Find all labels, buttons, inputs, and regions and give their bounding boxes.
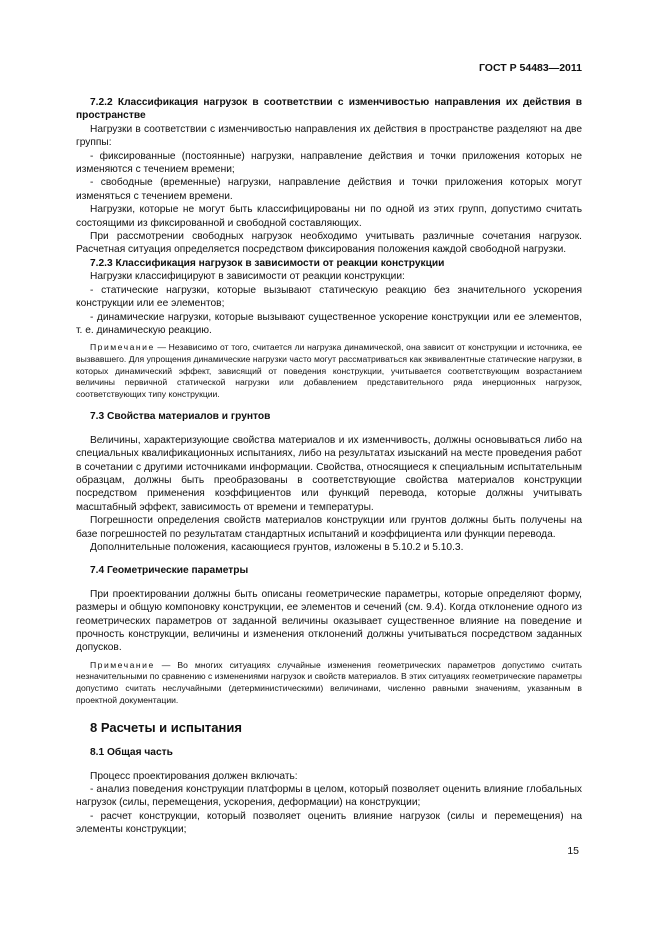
section-7-2-3-title: 7.2.3 Классификация нагрузок в зависимости от реакции конструкции — [90, 257, 445, 269]
list-item: - динамические нагрузки, которые вызывают существенное ускорение конструкции или ее элементов, т. е. динамическую реакцию. — [76, 311, 582, 336]
list-item: - статические нагрузки, которые вызывают статическую реакцию без значительного ускорения конструкции или ее элементов; — [76, 284, 582, 310]
paragraph: Погрешности определения свойств материалов конструкции или грунтов должны быть получены на базе погрешностей по результатам стандартных испытаний и коэффициента или функции перевода. — [76, 515, 582, 540]
list-item: - анализ поведения конструкции платформы в целом, который позволяет оценить влияние глобальных нагрузок (силы, перемещения, ускорения, деформации) на конструкции; — [76, 783, 582, 809]
note-label: Примечание — [90, 659, 155, 670]
list-item: - расчет конструкции, который позволяет оценить влияние нагрузок (силы и перемещения) на элементы конструкции; — [76, 810, 582, 836]
paragraph: Нагрузки, которые не могут быть классифицированы ни по одной из этих групп, допустимо считать состоящими из фиксированной и свободной составляющих. — [76, 204, 582, 229]
paragraph: Нагрузки в соответствии с изменчивостью направления их действия в пространстве разделяют на две группы: — [76, 123, 582, 149]
note-label: Примечание — [90, 342, 155, 353]
page-body — [76, 96, 582, 837]
paragraph: При рассмотрении свободных нагрузок необходимо учитывать различные сочетания нагрузок. Расчетная ситуация определяется посредством фиксирования положения каждой свободной нагрузки. — [76, 231, 582, 256]
paragraph: При проектировании должны быть описаны геометрические параметры, которые определяют форму, размеры и общую компоновку конструкции, ее элементов и сечений (см. 9.4). Когда отклонение одного из геометрических параметров от заданной величины оказывает существенное влияние на поведение и прочность конструкции, величины и изменения отклонений должны учитываться посредством заданных допусков. — [76, 588, 582, 654]
section-7-2-2-title: 7.2.2 Классификация нагрузок в соответствии с изменчивостью направления их действия в пространстве — [76, 97, 582, 122]
section-7-3-title: 7.3 Свойства материалов и грунтов — [90, 411, 271, 423]
paragraph: Величины, характеризующие свойства материалов и их изменчивость, должны основываться либо на специальных квалификационных испытаниях, либо на результатах изысканий на месте проведения работ в сочетании с другими источниками информации. Свойства, относящиеся к специальным испытательным образцам, должны быть преобразованы в соответствующие свойства материалов конструкции посредством применения коэффициентов или функций перевода, которые должны учитывать масштабный эффект, зависимость от времени и температуры. — [76, 434, 582, 513]
paragraph: Нагрузки классифицируют в зависимости от реакции конструкции: — [90, 271, 405, 283]
note — [76, 342, 582, 400]
note — [76, 660, 582, 706]
list-item: - фиксированные (постоянные) нагрузки, направление действия и точки приложения которых не изменяются с течением времени; — [76, 150, 582, 176]
paragraph: Процесс проектирования должен включать: — [90, 770, 298, 782]
note-text: — Независимо от того, считается ли нагрузка динамической, она зависит от конструкции и источника, ее вызвавшего. Для упрощения динамические нагрузки часто могут рассматриваться как эквивалентные статические нагрузки, в которых динамический эффект, зависящий от поведения конструкции, учитывается соответствующим возрастанием величины первичной статической нагрузки или добавлением представительного ряда инерционных нагрузок, соответствующих типу конструкции. — [76, 342, 582, 399]
list-item: - свободные (временные) нагрузки, направление действия и точки приложения которых могут изменяться с течением времени. — [76, 177, 582, 202]
note-text: — Во многих ситуациях случайные изменения геометрических параметров допустимо считать незначительными по сравнению с изменениями нагрузок и свойств материалов. В этих ситуациях геометрические параметры допустимо считать неслучайными (детерминистическими) величинами, численно равными значениям, указанным в проектной документации. — [76, 659, 582, 705]
section-8-title: 8 Расчеты и испытания — [90, 720, 242, 736]
section-8-1-title: 8.1 Общая часть — [90, 747, 173, 759]
section-7-4-title: 7.4 Геометрические параметры — [90, 565, 249, 577]
document-id: ГОСТ Р 54483—2011 — [478, 62, 582, 74]
paragraph: Дополнительные положения, касающиеся грунтов, изложены в 5.10.2 и 5.10.3. — [90, 541, 464, 553]
page-number: 15 — [567, 845, 579, 857]
